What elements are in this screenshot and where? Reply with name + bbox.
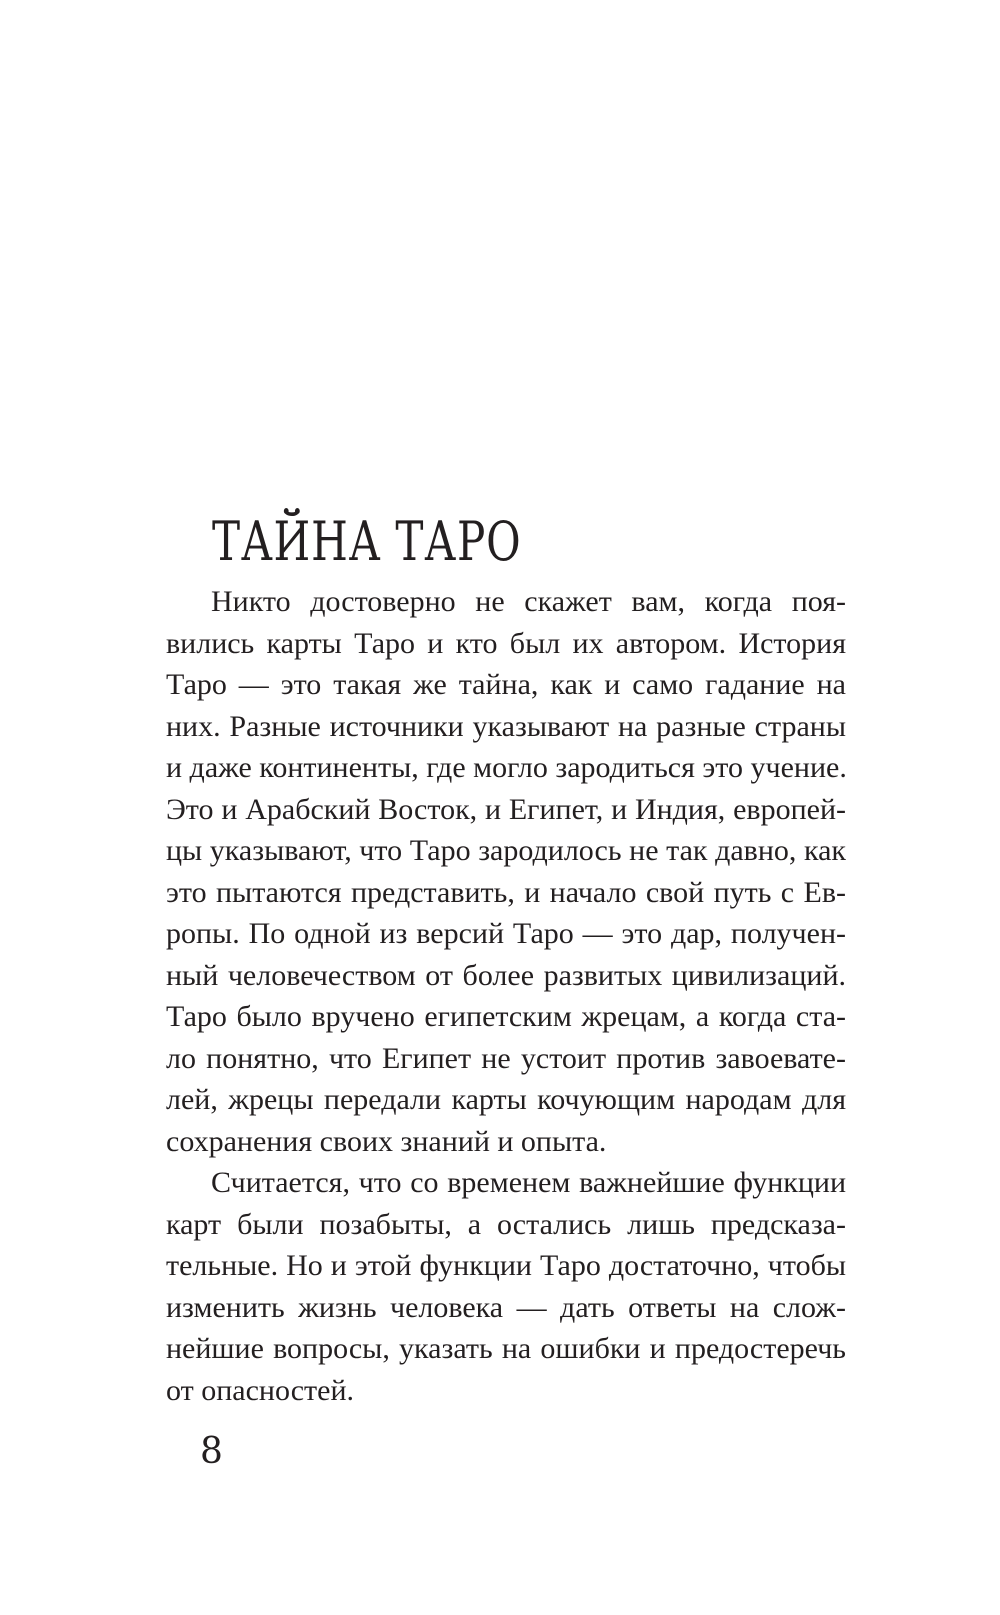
page-number: 8 [200, 1431, 223, 1472]
text-line: ло понятно, что Египет не устоит против завоевате- [166, 1041, 846, 1075]
chapter-title: ТАЙНА ТАРО [212, 510, 522, 573]
text-line: цы указывают, что Таро зародилось не так давно, как [166, 834, 846, 867]
paragraph-2 [166, 1162, 846, 1411]
text-line: вились карты Таро и кто был их автором. История [166, 626, 846, 660]
text-line: это пытаются представить, и начало свой путь с Ев- [166, 875, 846, 909]
text-line: ропы. По одной из версий Таро — это дар, получен- [166, 917, 846, 950]
text-line: них. Разные источники указывают на разные страны [166, 709, 846, 743]
text-line: и даже континенты, где могло зародиться это учение. [166, 751, 847, 784]
text-line: изменить жизнь человека — дать ответы на слож- [166, 1290, 846, 1324]
text-line: Таро — это такая же тайна, как и само гадание на [166, 668, 846, 701]
text-line: тельные. Но и этой функции Таро достаточно, чтобы [166, 1249, 846, 1282]
text-line: от опасностей. [166, 1373, 354, 1407]
text-line: сохранения своих знаний и опыта. [166, 1124, 607, 1158]
text-line: карт были позабыты, а остались лишь предсказа- [166, 1207, 846, 1241]
text-line: Считается, что со временем важнейшие функции [211, 1166, 846, 1199]
text-line: Никто достоверно не скажет вам, когда поя- [211, 585, 846, 618]
text-line: лей, жрецы передали карты кочующим народам для [166, 1083, 846, 1116]
text-line: Таро было вручено египетским жрецам, а когда ста- [166, 1000, 846, 1033]
text-line: ный человечеством от более развитых цивилизаций. [166, 958, 846, 992]
body-text [166, 581, 846, 1411]
paragraph-1 [166, 581, 846, 1162]
text-line: Это и Арабский Восток, и Египет, и Индия, европей- [166, 792, 846, 826]
text-line: нейшие вопросы, указать на ошибки и предостеречь [166, 1332, 846, 1365]
